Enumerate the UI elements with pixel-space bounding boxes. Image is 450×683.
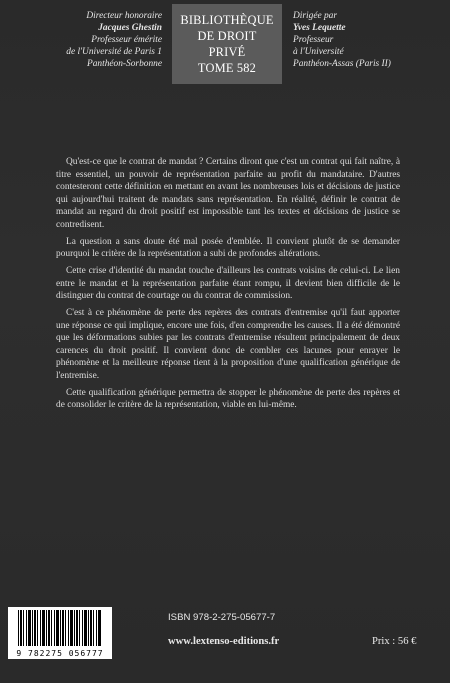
- series-editor-name: Yves Lequette: [293, 23, 346, 33]
- series-editor-title-2: à l'Université: [293, 47, 344, 57]
- barcode-bars: [18, 610, 102, 646]
- series-editor-title-1: Professeur: [293, 35, 334, 45]
- series-volume: TOME 582: [197, 61, 257, 75]
- summary-paragraph: C'est à ce phénomène de perte des repères des contrats d'entremise qu'il faut apporter une réponse ce qui implique, encore une fois, d'en comprendre les causes. Il a été démontré que les déformations subies par les contrats d'entremise résultent principalement de deux carences du droit positif. Il convient donc de combler ces lacunes pour enrayer le phénomène et la meilleure réponse tient à la proposition d'une qualification générique de l'entremise.: [56, 308, 400, 381]
- isbn-number: ISBN 978-2-275-05677-7: [168, 612, 276, 623]
- series-line-2: DE DROIT: [197, 29, 257, 43]
- series-editor-role: Dirigée par: [293, 11, 338, 21]
- barcode-digits: 9 782275 056777: [16, 649, 104, 658]
- summary-paragraph: Cette crise d'identité du mandat touche d'ailleurs les contrats voisins de celui-ci. Le lien entre le mandat et la représentation parfaite étant rompu, il devient bien difficile de le distinguer du contrat de courtage ou du contrat de commission.: [56, 266, 400, 301]
- honorary-director-title-2: de l'Université de Paris 1: [66, 47, 162, 57]
- series-line-1: BIBLIOTHÈQUE: [180, 13, 274, 27]
- series-line-3: PRIVÉ: [208, 45, 246, 59]
- honorary-director-title-1: Professeur émérite: [91, 35, 162, 45]
- isbn-barcode: [8, 607, 112, 659]
- summary-paragraph: Cette qualification générique permettra de stopper le phénomène de perte des repères et de consolider le critère de la représentation, viable en lui-même.: [56, 387, 400, 410]
- honorary-director-title-3: Panthéon-Sorbonne: [87, 59, 162, 69]
- series-title-box: [172, 4, 282, 84]
- honorary-director-name: Jacques Ghestin: [98, 23, 162, 33]
- series-editor-block: [293, 10, 443, 70]
- price-label: Prix : 56 €: [372, 636, 417, 647]
- series-editor-title-3: Panthéon-Assas (Paris II): [293, 59, 391, 69]
- publisher-website[interactable]: www.lextenso-editions.fr: [168, 636, 280, 647]
- summary-paragraph: Qu'est-ce que le contrat de mandat ? Certains diront que c'est un contrat qui fait naître, à titre essentiel, un pouvoir de représentation parfaite au profit du mandataire. D'autres contesteront cette définition en mettant en avant les nombreuses lois et décisions de justice qui aujourd'hui traitent de mandats sans représentation. En réalité, définir le contrat de mandat au regard du droit positif est impossible tant les textes et décisions de justice se contredisent.: [56, 157, 400, 230]
- honorary-director-block: [16, 10, 162, 70]
- summary-paragraph: La question a sans doute été mal posée d'emblée. Il convient plutôt de se demander pourquoi le critère de la représentation a subi de profondes altérations.: [56, 236, 400, 259]
- summary-text: [56, 156, 400, 416]
- honorary-director-role: Directeur honoraire: [86, 11, 162, 21]
